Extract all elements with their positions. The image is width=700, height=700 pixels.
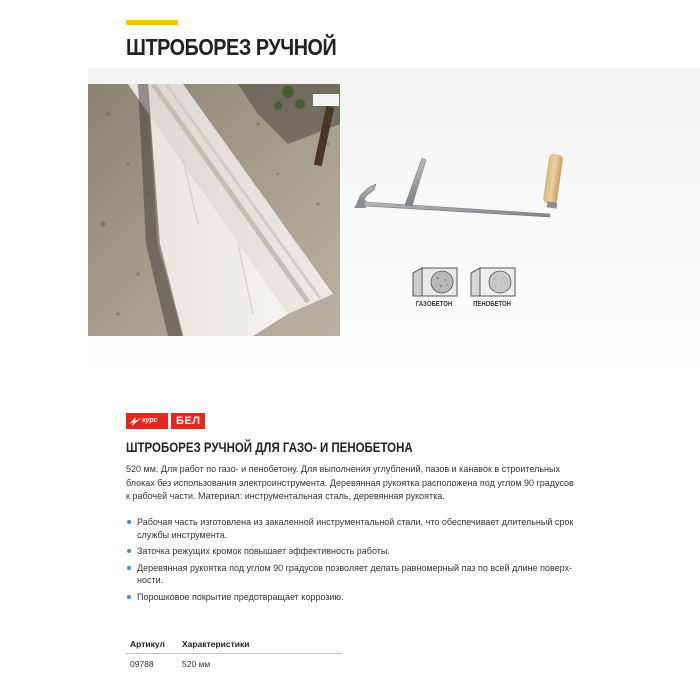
feature-item [126, 591, 576, 604]
aerated-concrete-label: ГАЗОБЕТОН [415, 301, 453, 308]
bullet-icon [127, 595, 131, 599]
feature-text: Заточка режущих кромок повышает эффективность работы. [137, 546, 390, 556]
brand-logo-text: курс [142, 417, 158, 424]
aerated-concrete-wall-photo [88, 84, 340, 336]
aerated-concrete-icon [412, 267, 458, 297]
foam-concrete-icon [470, 267, 516, 297]
feature-text: Порошковое покрытие предотвращает коррозию. [137, 591, 344, 602]
feature-text: Рабочая часть изготовлена из закаленной инструментальной стали, что обеспечивает длительный срок службы инструмента. [137, 517, 574, 540]
bullet-icon [127, 520, 131, 524]
product-title: ШТРОБОРЕЗ РУЧНОЙ ДЛЯ ГАЗО- И ПЕНОБЕТОНА [126, 439, 413, 455]
specs-header-characteristics: Характеристики [178, 637, 342, 654]
specs-characteristics-cell: 520 мм [182, 659, 211, 669]
feature-item [126, 545, 576, 558]
feature-text: Деревянная рукоятка под углом 90 градусов позволяет делать равномерный паз по всей длине поверх-ности. [137, 562, 573, 585]
feature-item [126, 516, 576, 541]
chaser-tool-illustration [350, 148, 580, 218]
foam-concrete-label: ПЕНОБЕТОН [473, 301, 511, 308]
brand-row [126, 413, 205, 429]
feature-item [126, 562, 576, 587]
title-accent-bar [126, 20, 178, 25]
page-title: ШТРОБОРЕЗ РУЧНОЙ [126, 34, 337, 60]
kurs-logo [126, 413, 168, 429]
specs-header-article: Артикул [126, 637, 178, 654]
specs-header-row [126, 637, 342, 654]
specs-article-cell: 09788 [130, 659, 154, 669]
bullet-icon [127, 566, 131, 570]
feature-list [126, 516, 576, 607]
bullet-icon [127, 549, 131, 553]
table-row [126, 654, 342, 675]
brand-badge: БЕЛ [171, 413, 205, 429]
brand-arrow-icon [127, 413, 143, 429]
product-description: 520 мм. Для работ по газо- и пенобетону. Для выполнения углублений, пазов и канавок в строительных блоках без использования электроинструмента. Деревянная рукоятка расположена под углом 90 градусов к рабочей части. Материал: инструментальная сталь, деревянная рукоятка. [126, 464, 574, 501]
specs-table [126, 637, 342, 674]
